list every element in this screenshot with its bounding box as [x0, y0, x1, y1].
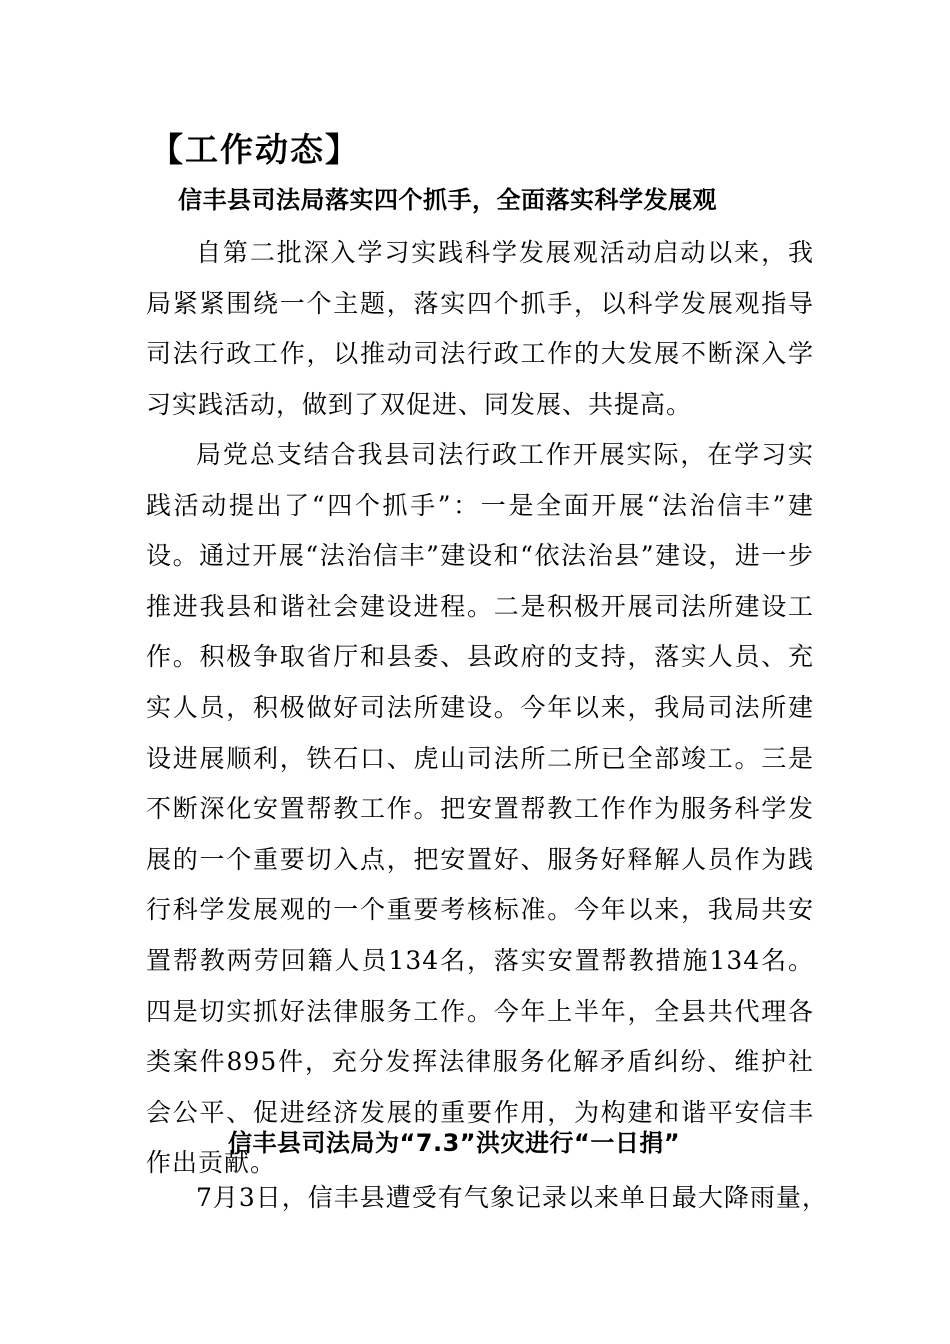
article-paragraph: 7月3日，信丰县遭受有气象记录以来单日最大降雨量，	[196, 1183, 828, 1212]
article-paragraph: 局党总支结合我县司法行政工作开展实际，在学习实践活动提出了“四个抓手”：一是全面开展“法治信丰”建设。通过开展“法治信丰”建设和“依法治县”建设，进一步推进我县和谐社会建设进程。二是积极开展司法所建设工作。积极争取省厅和县委、县政府的支持，落实人员、充实人员，积极做好司法所建设。今年以来，我局司法所建设进展顺利，铁石口、虎山司法所二所已全部竣工。三是不断深化安置帮教工作。把安置帮教工作作为服务科学发展的一个重要切入点，把安置好、服务好释解人员作为践行科学发展观的一个重要考核标准。今年以来，我局共安置帮教两劳回籍人员134名，落实安置帮教措施134名。四是切实抓好法律服务工作。今年上半年，全县共代理各类案件895件，充分发挥法律服务化解矛盾纠纷、维护社会公平、促进经济发展的重要作用，为构建和谐平安信丰作出贡献。	[146, 440, 814, 1178]
section-heading: 【工作动态】	[150, 130, 360, 169]
article-title: 信丰县司法局落实四个抓手，全面落实科学发展观	[178, 186, 717, 214]
article-title: 信丰县司法局为“7.3”洪灾进行“一日捐”	[228, 1129, 681, 1157]
article-paragraph: 自第二批深入学习实践科学发展观活动启动以来，我局紧紧围绕一个主题，落实四个抓手，以科学发展观指导司法行政工作，以推动司法行政工作的大发展不断深入学习实践活动，做到了双促进、同发展、共提高。	[146, 238, 814, 419]
